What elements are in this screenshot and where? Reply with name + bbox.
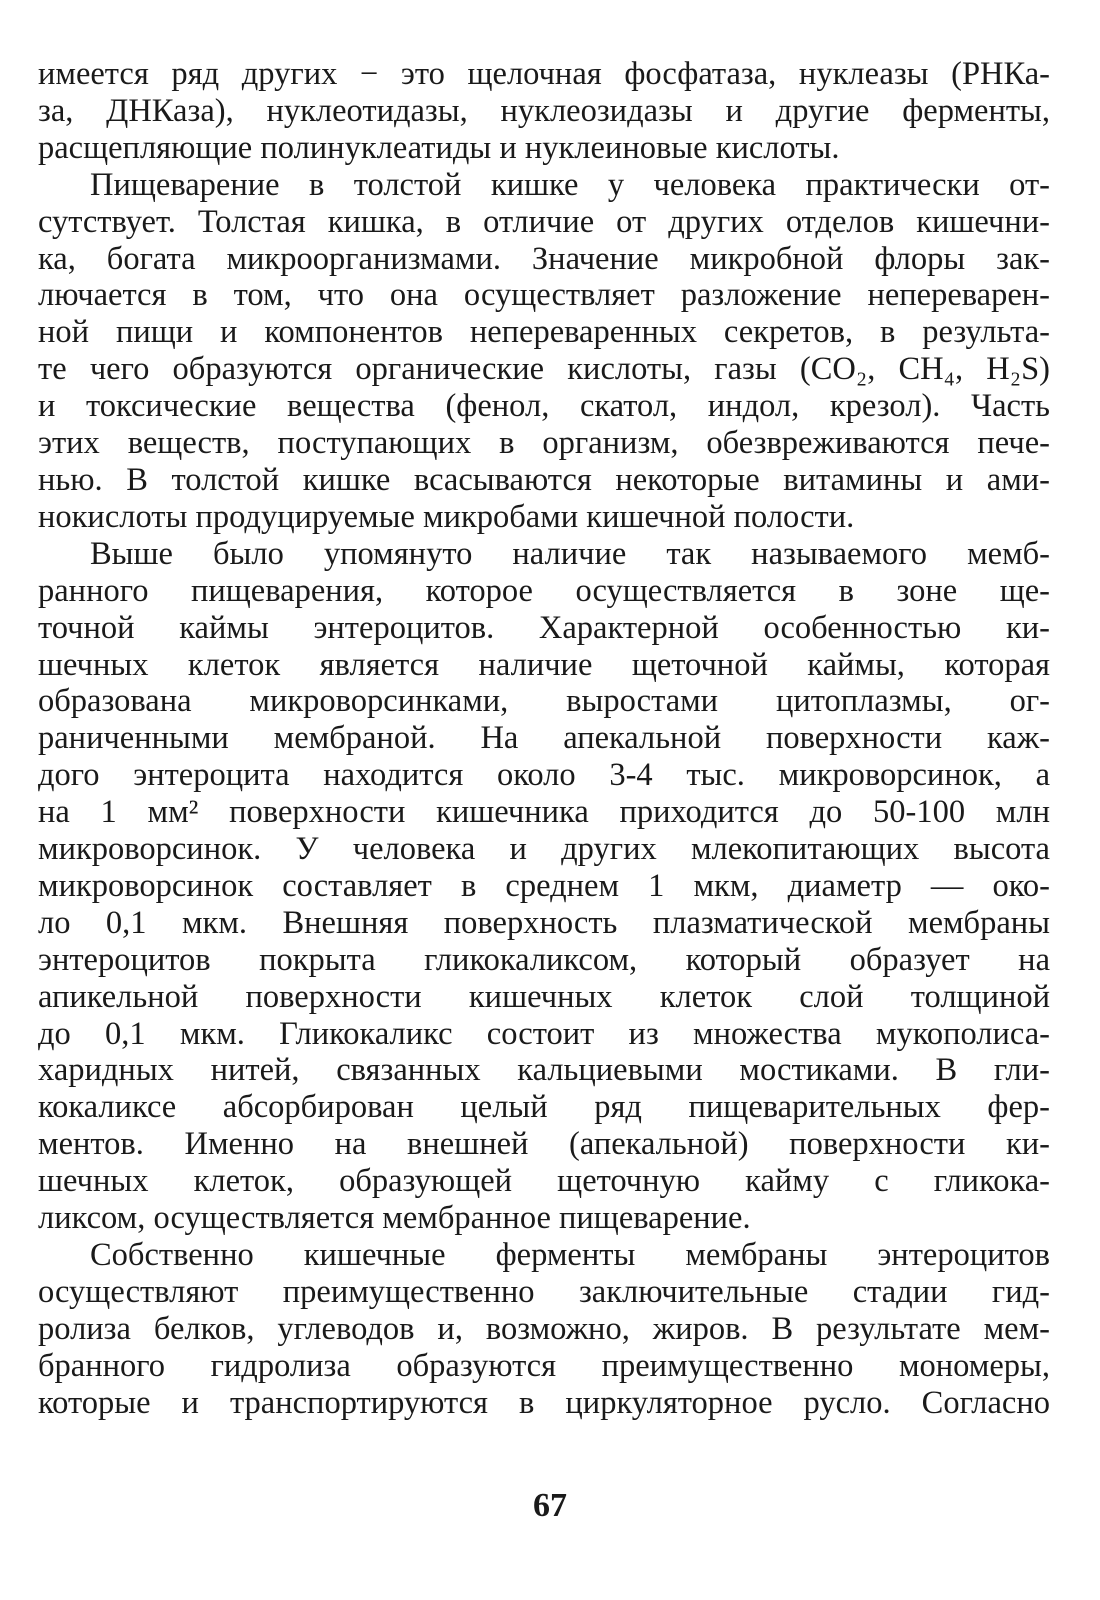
text-line: бранного гидролиза образуются преимущественно мономеры,: [38, 1347, 1050, 1384]
text-line: лючается в том, что она осуществляет разложение непереварен-: [38, 277, 1050, 314]
text-line: на 1 мм² поверхности кишечника приходится до 50-100 млн: [38, 794, 1050, 831]
text-line: ролиза белков, углеводов и, возможно, жиров. В результате мем-: [38, 1310, 1050, 1347]
text-line: микроворсинок. У человека и других млекопитающих высота: [38, 831, 1050, 868]
text-line: шечных клеток является наличие щеточной каймы, которая: [38, 646, 1050, 683]
text-line: нокислоты продуцируемые микробами кишечной полости.: [38, 498, 855, 535]
text-line: энтероцитов покрыта гликокаликсом, который образует на: [38, 941, 1050, 978]
page-body: [38, 56, 1050, 1422]
text-line: до 0,1 мкм. Гликокаликс состоит из множества мукополиса-: [38, 1015, 1050, 1052]
text-line: осуществляют преимущественно заключительные стадии гид-: [38, 1273, 1050, 1310]
text-line: образована микроворсинками, выростами цитоплазмы, ог-: [38, 683, 1050, 720]
text-line: Пищеварение в толстой кишке у человека практически от-: [90, 166, 1050, 203]
text-line: дого энтероцита находится около 3-4 тыс. микроворсинок, а: [38, 757, 1050, 794]
page-number: 67: [533, 1487, 567, 1524]
text-line: раниченными мембраной. На апекальной поверхности каж-: [38, 720, 1050, 757]
paragraph-3: [38, 536, 1050, 1237]
text-line: нью. В толстой кишке всасываются некоторые витамины и ами-: [38, 461, 1050, 498]
text-line: имеется ряд других − это щелочная фосфатаза, нуклеазы (РНКа-: [38, 56, 1050, 92]
text-line: и токсические вещества (фенол, скатол, индол, крезол). Часть: [38, 388, 1050, 425]
text-line: Собственно кишечные ферменты мембраны энтероцитов: [90, 1237, 1050, 1273]
paragraph-1: [38, 56, 1050, 167]
paragraph-2: [38, 167, 1050, 536]
text-line: точной каймы энтероцитов. Характерной особенностью ки-: [38, 609, 1050, 646]
text-line: ликсом, осуществляется мембранное пищеварение.: [38, 1200, 751, 1237]
text-line: которые и транспортируются в циркуляторное русло. Согласно: [38, 1384, 1050, 1421]
paragraph-4: [38, 1237, 1050, 1422]
text-line: ментов. Именно на внешней (апекальной) поверхности ки-: [38, 1126, 1050, 1163]
text-line: микроворсинок составляет в среднем 1 мкм, диаметр — око-: [38, 867, 1050, 904]
text-line: сутствует. Толстая кишка, в отличие от других отделов кишечни-: [38, 203, 1050, 240]
text-line: ной пищи и компонентов непереваренных секретов, в результа-: [38, 314, 1050, 351]
text-line: Выше было упомянуто наличие так называемого мемб-: [90, 535, 1050, 572]
text-line: этих веществ, поступающих в организм, обезвреживаются пече-: [38, 425, 1050, 462]
text-line: харидных нитей, связанных кальциевыми мостиками. В гли-: [38, 1052, 1050, 1089]
text-line: апикельной поверхности кишечных клеток слой толщиной: [38, 978, 1050, 1015]
text-line: ка, богата микроорганизмами. Значение микробной флоры зак-: [38, 240, 1050, 277]
text-line: расщепляющие полинуклеатиды и нуклеиновые кислоты.: [38, 129, 840, 166]
text-line: за, ДНКаза), нуклеотидазы, нуклеозидазы и другие ферменты,: [38, 92, 1050, 129]
text-line: ранного пищеварения, которое осуществляется в зоне ще-: [38, 572, 1050, 609]
text-line: те чего образуются органические кислоты, газы (CO₂, CH₄, H₂S): [38, 351, 1050, 388]
text-line: кокаликсе абсорбирован целый ряд пищеварительных фер-: [38, 1089, 1050, 1126]
text-line: ло 0,1 мкм. Внешняя поверхность плазматической мембраны: [38, 904, 1050, 941]
text-line: шечных клеток, образующей щеточную кайму с гликока-: [38, 1163, 1050, 1200]
